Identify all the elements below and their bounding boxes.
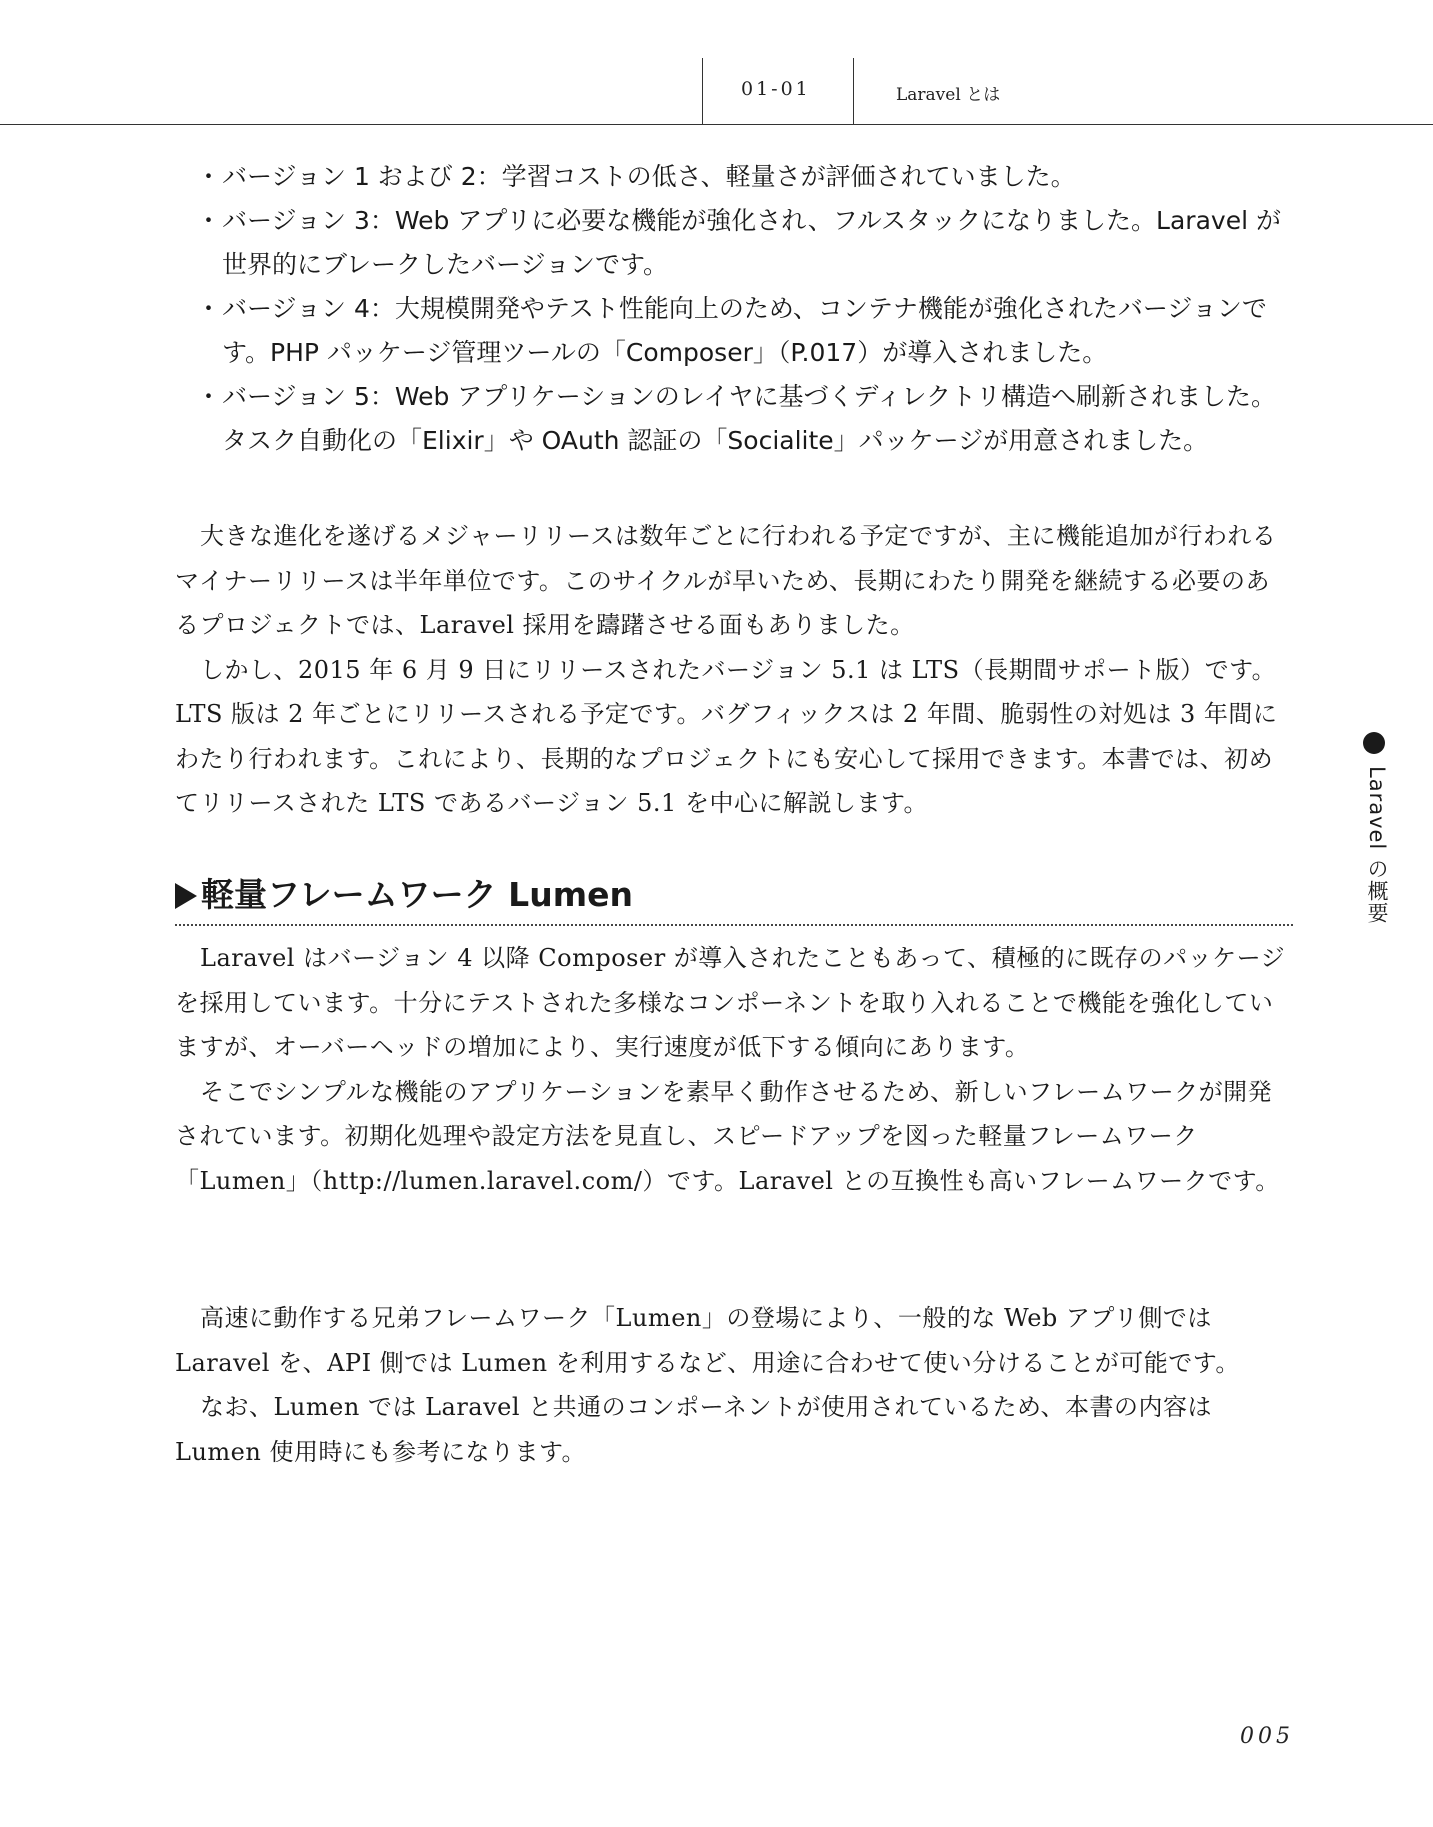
bullet-text: バージョン 5：Web アプリケーションのレイヤに基づくディレクトリ構造へ刷新されました。タスク自動化の「Elixir」や OAuth 認証の「Socialite」パッケージが用意されました。 <box>222 382 1277 455</box>
list-item <box>196 375 1296 463</box>
body-paragraph: Laravel はバージョン 4 以降 Composer が導入されたこともあって、積極的に既存のパッケージを採用しています。十分にテストされた多様なコンポーネントを取り入れることで機能を強化していますが、オーバーヘッドの増加により、実行速度が低下する傾向にあります。 <box>175 944 1286 1061</box>
header-divider-left <box>702 58 703 124</box>
header-rule <box>0 124 1433 125</box>
body-paragraph: そこでシンプルな機能のアプリケーションを素早く動作させるため、新しいフレームワークが開発されています。初期化処理や設定方法を見直し、スピードアップを図った軽量フレームワーク「Lumen」（http://lumen.laravel.com/）です。Laravel との互換性も高いフレームワークです。 <box>175 1077 1280 1195</box>
header-divider-right <box>853 58 854 124</box>
body-paragraph: なお、Lumen では Laravel と共通のコンポーネントが使用されているため、本書の内容は Lumen 使用時にも参考になります。 <box>175 1393 1213 1466</box>
lumen-usage-text <box>175 1296 1293 1474</box>
bullet-text: バージョン 1 および 2：学習コストの低さ、軽量さが評価されていました。 <box>222 162 1076 191</box>
chapter-tab-dot-icon <box>1363 732 1385 754</box>
body-paragraph: 高速に動作する兄弟フレームワーク「Lumen」の登場により、一般的な Web アプリ側では Laravel を、API 側では Lumen を利用するなど、用途に合わせて使い分けることが可能です。 <box>175 1304 1240 1377</box>
chapter-title: Laravel とは <box>896 85 1001 105</box>
lumen-description <box>175 936 1293 1203</box>
list-item <box>196 287 1296 375</box>
bullet-marker: ・ <box>196 206 222 235</box>
page-number: 005 <box>1240 1724 1294 1749</box>
version-list <box>196 155 1296 463</box>
list-item <box>196 199 1296 287</box>
section-heading <box>175 870 1293 920</box>
bullet-marker: ・ <box>196 162 222 191</box>
body-paragraph: 大きな進化を遂げるメジャーリリースは数年ごとに行われる予定ですが、主に機能追加が行われるマイナーリリースは半年単位です。このサイクルが早いため、長期にわたり開発を継続する必要のあるプロジェクトでは、Laravel 採用を躊躇させる面もありました。 <box>175 522 1277 639</box>
bullet-marker: ・ <box>196 294 222 323</box>
triangle-bullet-icon <box>175 883 197 909</box>
section-number: 01-01 <box>741 78 811 100</box>
chapter-tab-label: Laravel の概要 <box>1365 766 1389 924</box>
release-cycle-text <box>175 514 1293 826</box>
list-item <box>196 155 1296 199</box>
section-heading-text: 軽量フレームワーク Lumen <box>201 875 633 914</box>
bullet-text: バージョン 3：Web アプリに必要な機能が強化され、フルスタックになりました。Laravel が世界的にブレークしたバージョンです。 <box>222 206 1281 279</box>
bullet-text: バージョン 4：大規模開発やテスト性能向上のため、コンテナ機能が強化されたバージョンです。PHP パッケージ管理ツールの「Composer」（P.017）が導入されました。 <box>222 294 1267 367</box>
body-paragraph: しかし、2015 年 6 月 9 日にリリースされたバージョン 5.1 は LTS（長期間サポート版）です。LTS 版は 2 年ごとにリリースされる予定です。バグフィックスは 2 年間、脆弱性の対処は 3 年間にわたり行われます。これにより、長期的なプロジェクトにも安心して採用できます。本書では、初めてリリースされた LTS であるバージョン 5.1 を中心に解説します。 <box>175 655 1278 817</box>
heading-dotted-rule <box>175 924 1293 926</box>
bullet-marker: ・ <box>196 382 222 411</box>
